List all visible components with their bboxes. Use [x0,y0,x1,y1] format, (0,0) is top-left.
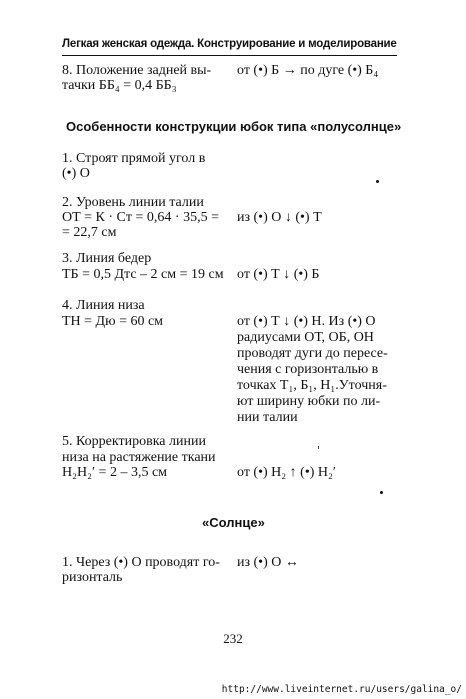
page-number: 232 [223,631,243,646]
speck [380,491,383,494]
step2-formula-line1: ОТ = К · Cт = 0,64 · 35,5 = [62,210,219,225]
step4-formula: ТН = Дю = 60 см [62,314,164,329]
step5-title-line1: 5. Корректировка линии [62,434,206,449]
sun-step1-right: из (•) О ↔ [237,555,299,570]
item8-left-line2: тачки ББ₄ = 0,4 ББ₃ [62,78,177,93]
step4-right-line7: нии талии [237,410,298,425]
step5-formula: Н₂Н₂′ = 2 – 3,5 см [62,465,168,480]
step4-right-line5: точках Т₁, Б₁, Н₁.Уточня- [237,378,387,393]
step2-formula-line2: = 22,7 см [62,225,117,240]
step3-right: от (•) Т ↓ (•) Б [237,267,320,282]
step4-right-line1: от (•) Т ↓ (•) Н. Из (•) О [237,314,376,329]
source-url: http://www.liveinternet.ru/users/galina_o/ [221,684,462,695]
section-title-half-sun: Особенности конструкции юбок типа «полусолнце» [66,119,402,134]
sun-step1-left-line2: ризонталь [62,570,123,585]
speck [376,180,379,183]
step4-right-line4: чения с горизонталью в [237,362,379,377]
step4-right-line3: проводят дуги до пересе- [237,346,388,361]
step4-title: 4. Линия низа [62,298,145,313]
sun-step1-left-line1: 1. Через (•) О проводят го- [62,555,220,570]
step4-right-line6: ют ширину юбки по ли- [237,394,381,409]
item8-left-line1: 8. Положение задней вы- [62,63,212,78]
speck-mark [318,446,319,449]
header-rule [62,55,397,56]
running-header: Легкая женская одежда. Конструирование и моделирование [62,38,397,50]
step2-right: из (•) О ↓ (•) Т [237,210,322,225]
item8-right: от (•) Б → по дуге (•) Б₄ [237,63,379,78]
step1-line2: (•) О [62,166,90,181]
section-title-sun: «Солнце» [202,515,265,530]
step5-right: от (•) Н₂ ↑ (•) Н₂′ [237,465,336,480]
step3-formula: ТБ = 0,5 Дтс – 2 см = 19 см [62,267,224,282]
step2-title: 2. Уровень линии талии [62,195,204,210]
step4-right-line2: радиусами ОТ, ОБ, ОН [237,330,374,345]
step3-title: 3. Линия бедер [62,251,152,266]
step5-title-line2: низа на растяжение ткани [62,450,216,465]
step1-line1: 1. Строят прямой угол в [62,151,206,166]
